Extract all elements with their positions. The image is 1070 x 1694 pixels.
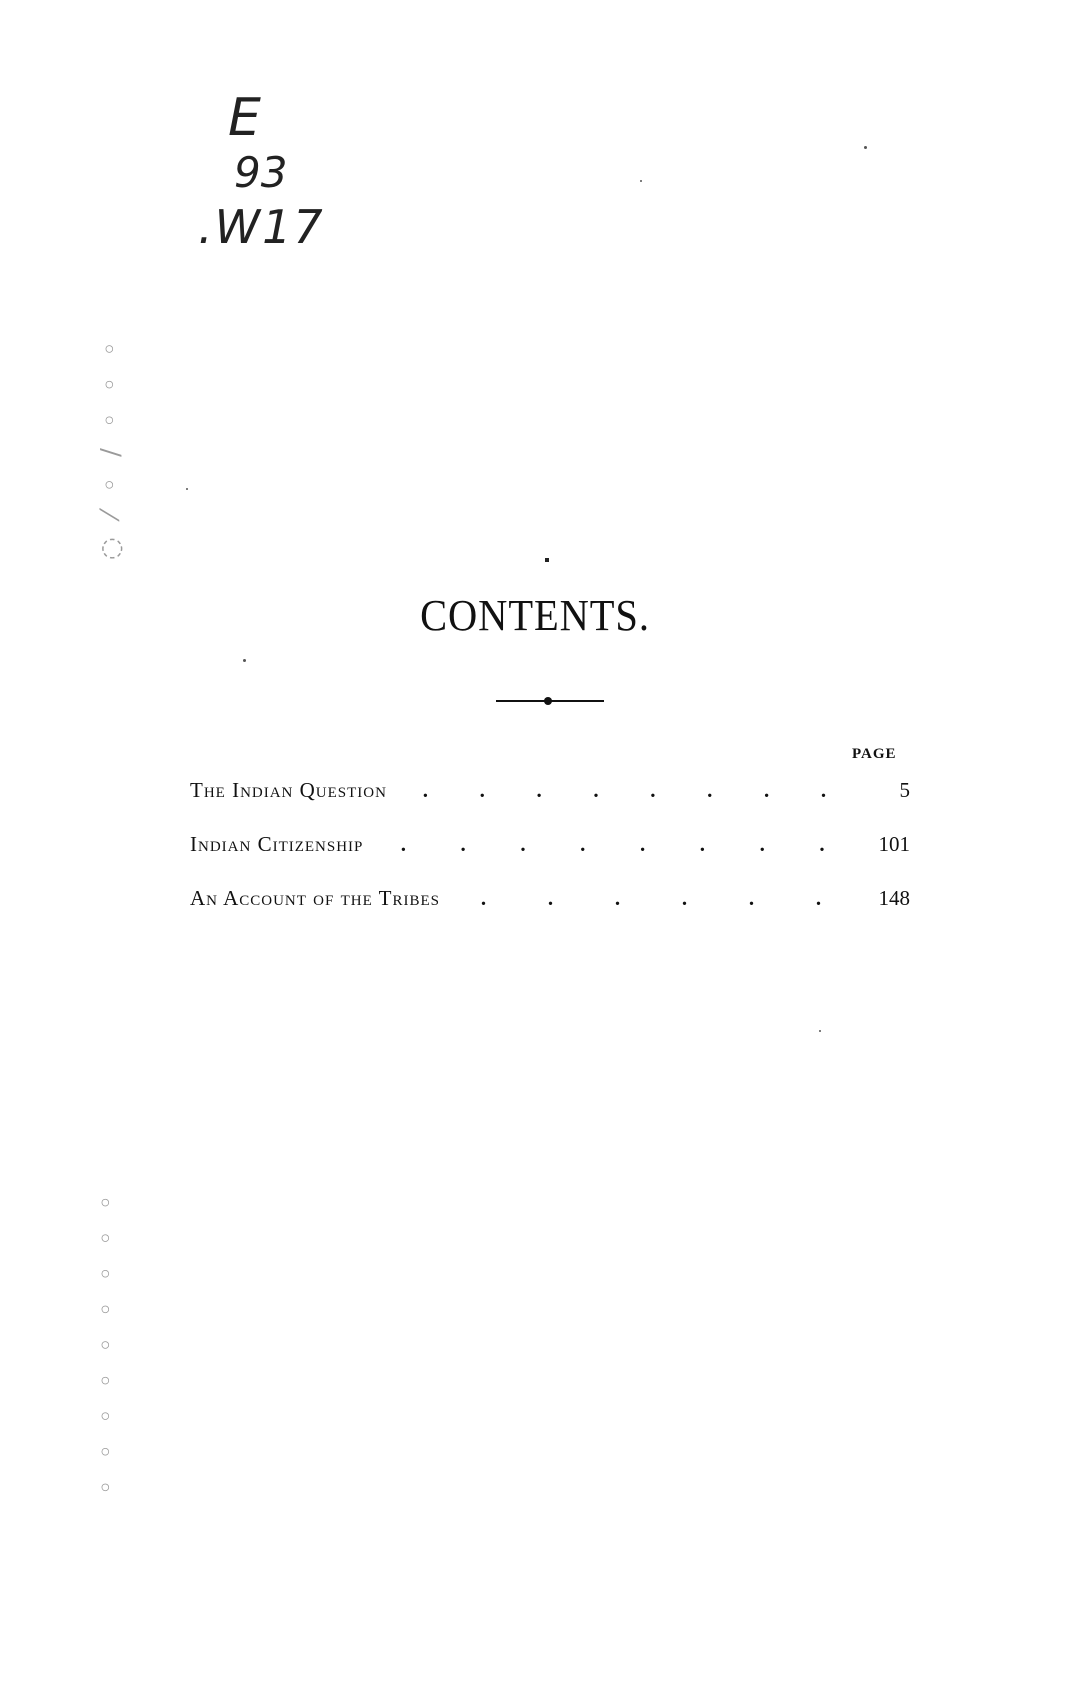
call-number-number: 93	[234, 148, 288, 197]
faint-margin-stamp-top: ◌ ⁄ ◦ ∕ ◦ ◦ ◦	[96, 335, 126, 560]
toc-entry-page: 5	[899, 778, 910, 802]
dot-leader: . . . . . . . .	[422, 778, 827, 802]
toc-entry[interactable]	[190, 778, 910, 832]
scan-speck	[864, 146, 867, 149]
toc-entry-title: An Account of the Tribes	[190, 886, 440, 910]
scan-speck	[186, 488, 188, 490]
call-number-cutter: .W17	[198, 200, 325, 254]
scan-speck	[640, 180, 642, 182]
scan-speck	[819, 1030, 821, 1032]
toc-entry-page: 148	[878, 886, 910, 910]
scan-speck	[243, 659, 246, 662]
page-column-label: PAGE	[852, 746, 897, 762]
page-title: CONTENTS.	[420, 591, 650, 640]
toc-entry-title: The Indian Question	[190, 778, 387, 802]
toc-entry-page: 101	[878, 832, 910, 856]
toc-entry[interactable]	[190, 832, 910, 886]
dot-leader: . . . . . . . .	[400, 832, 825, 856]
call-number-class: E	[228, 88, 261, 148]
ornamental-rule-knot	[544, 697, 552, 705]
toc-entry[interactable]	[190, 886, 910, 940]
faint-margin-stamp-bottom: ◦ ◦ ◦ ◦ ◦ ◦ ◦ ◦ ◦	[92, 1188, 122, 1495]
table-of-contents	[190, 778, 910, 940]
dot-leader: . . . . . .	[480, 886, 822, 910]
stray-dot	[545, 558, 549, 562]
toc-entry-title: Indian Citizenship	[190, 832, 364, 856]
